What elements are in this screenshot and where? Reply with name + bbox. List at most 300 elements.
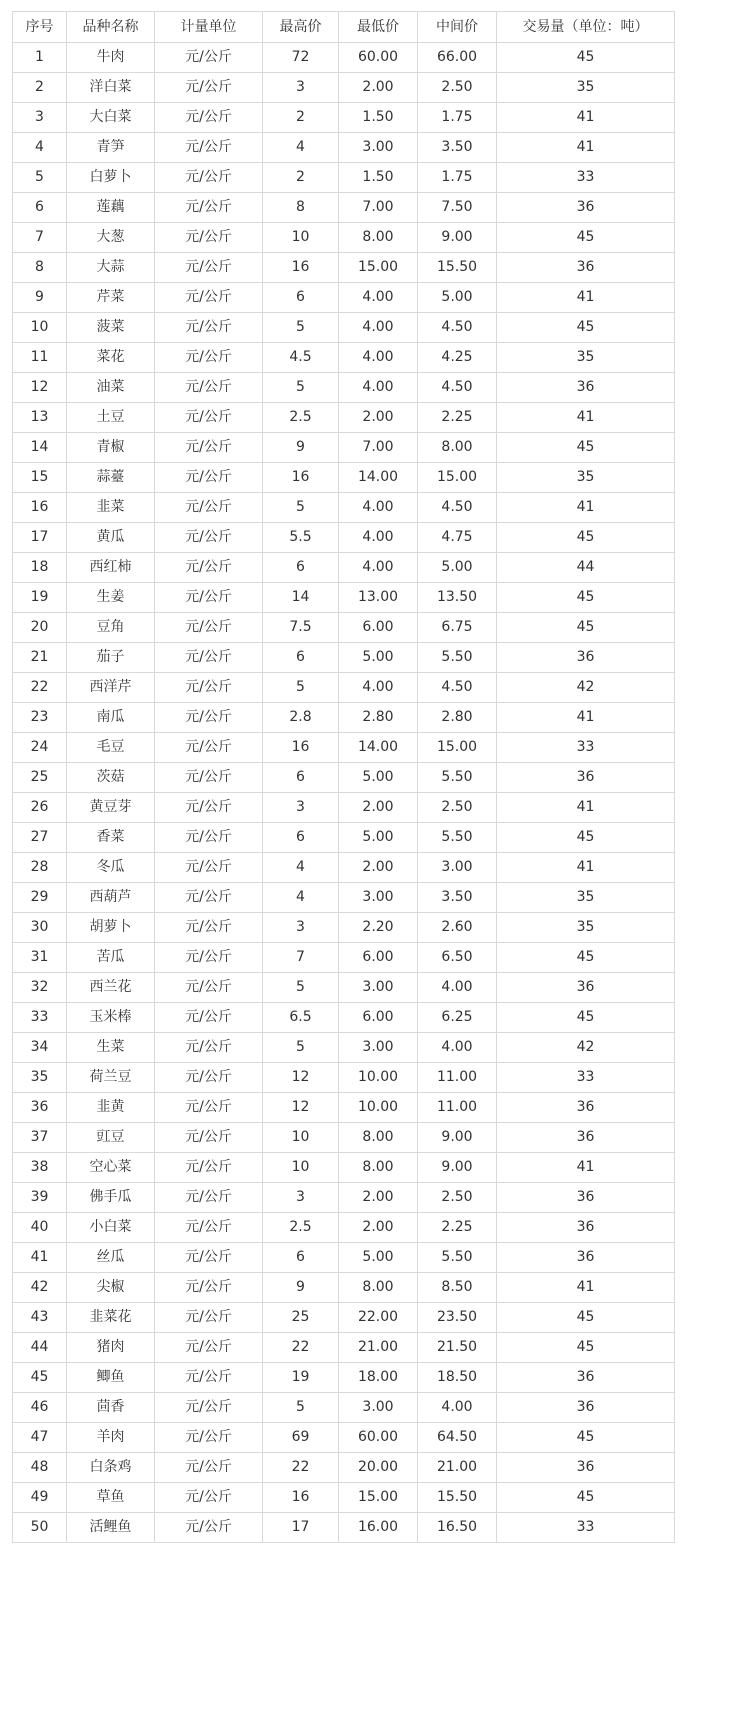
cell-variety-name: 油菜 <box>67 373 155 403</box>
cell-variety-name: 豆角 <box>67 613 155 643</box>
cell-max-price: 10 <box>263 1153 339 1183</box>
cell-mid-price: 64.50 <box>418 1423 497 1453</box>
cell-min-price: 5.00 <box>339 823 418 853</box>
cell-variety-name: 牛肉 <box>67 43 155 73</box>
table-row <box>13 643 675 673</box>
cell-index: 4 <box>13 133 67 163</box>
cell-min-price: 6.00 <box>339 1003 418 1033</box>
cell-max-price: 17 <box>263 1513 339 1543</box>
cell-mid-price: 15.50 <box>418 1483 497 1513</box>
cell-index: 39 <box>13 1183 67 1213</box>
cell-max-price: 12 <box>263 1093 339 1123</box>
cell-variety-name: 活鲤鱼 <box>67 1513 155 1543</box>
cell-volume: 36 <box>497 1213 675 1243</box>
cell-mid-price: 15.50 <box>418 253 497 283</box>
cell-mid-price: 5.50 <box>418 1243 497 1273</box>
cell-variety-name: 大葱 <box>67 223 155 253</box>
cell-index: 47 <box>13 1423 67 1453</box>
cell-max-price: 2.5 <box>263 403 339 433</box>
cell-mid-price: 6.50 <box>418 943 497 973</box>
cell-variety-name: 土豆 <box>67 403 155 433</box>
cell-min-price: 4.00 <box>339 283 418 313</box>
cell-volume: 36 <box>497 193 675 223</box>
cell-variety-name: 青椒 <box>67 433 155 463</box>
cell-unit: 元/公斤 <box>155 1063 263 1093</box>
header-volume: 交易量（单位：吨） <box>497 12 675 43</box>
table-row <box>13 1123 675 1153</box>
cell-max-price: 5 <box>263 1393 339 1423</box>
cell-unit: 元/公斤 <box>155 463 263 493</box>
cell-mid-price: 9.00 <box>418 223 497 253</box>
table-row <box>13 1243 675 1273</box>
cell-min-price: 8.00 <box>339 1123 418 1153</box>
cell-volume: 41 <box>497 103 675 133</box>
cell-max-price: 2 <box>263 163 339 193</box>
cell-volume: 45 <box>497 1303 675 1333</box>
table-row <box>13 1093 675 1123</box>
cell-mid-price: 4.00 <box>418 1033 497 1063</box>
cell-max-price: 22 <box>263 1453 339 1483</box>
cell-unit: 元/公斤 <box>155 103 263 133</box>
cell-volume: 33 <box>497 1063 675 1093</box>
cell-volume: 45 <box>497 1423 675 1453</box>
cell-max-price: 5 <box>263 493 339 523</box>
cell-variety-name: 豇豆 <box>67 1123 155 1153</box>
cell-max-price: 6 <box>263 283 339 313</box>
cell-unit: 元/公斤 <box>155 1003 263 1033</box>
cell-max-price: 5 <box>263 1033 339 1063</box>
cell-variety-name: 韭菜 <box>67 493 155 523</box>
table-row <box>13 1303 675 1333</box>
cell-index: 45 <box>13 1363 67 1393</box>
cell-unit: 元/公斤 <box>155 1213 263 1243</box>
cell-variety-name: 莲藕 <box>67 193 155 223</box>
cell-max-price: 9 <box>263 433 339 463</box>
cell-index: 41 <box>13 1243 67 1273</box>
cell-mid-price: 5.50 <box>418 763 497 793</box>
cell-mid-price: 9.00 <box>418 1123 497 1153</box>
table-row <box>13 1003 675 1033</box>
cell-unit: 元/公斤 <box>155 163 263 193</box>
cell-mid-price: 6.75 <box>418 613 497 643</box>
cell-variety-name: 茴香 <box>67 1393 155 1423</box>
cell-volume: 45 <box>497 433 675 463</box>
cell-max-price: 5 <box>263 313 339 343</box>
cell-index: 21 <box>13 643 67 673</box>
cell-mid-price: 3.00 <box>418 853 497 883</box>
cell-index: 22 <box>13 673 67 703</box>
cell-volume: 36 <box>497 763 675 793</box>
table-row <box>13 43 675 73</box>
cell-volume: 41 <box>497 283 675 313</box>
cell-max-price: 4 <box>263 883 339 913</box>
cell-mid-price: 3.50 <box>418 883 497 913</box>
cell-volume: 36 <box>497 253 675 283</box>
cell-min-price: 4.00 <box>339 373 418 403</box>
cell-index: 38 <box>13 1153 67 1183</box>
cell-unit: 元/公斤 <box>155 493 263 523</box>
cell-unit: 元/公斤 <box>155 1483 263 1513</box>
cell-min-price: 18.00 <box>339 1363 418 1393</box>
cell-unit: 元/公斤 <box>155 673 263 703</box>
cell-variety-name: 尖椒 <box>67 1273 155 1303</box>
cell-variety-name: 西红柿 <box>67 553 155 583</box>
cell-mid-price: 4.75 <box>418 523 497 553</box>
cell-unit: 元/公斤 <box>155 283 263 313</box>
cell-max-price: 6 <box>263 1243 339 1273</box>
cell-mid-price: 5.50 <box>418 823 497 853</box>
cell-max-price: 8 <box>263 193 339 223</box>
table-row <box>13 1483 675 1513</box>
cell-variety-name: 白萝卜 <box>67 163 155 193</box>
cell-index: 50 <box>13 1513 67 1543</box>
cell-mid-price: 15.00 <box>418 733 497 763</box>
cell-volume: 35 <box>497 883 675 913</box>
table-row <box>13 1513 675 1543</box>
cell-index: 13 <box>13 403 67 433</box>
cell-mid-price: 2.25 <box>418 1213 497 1243</box>
cell-index: 16 <box>13 493 67 523</box>
cell-unit: 元/公斤 <box>155 973 263 1003</box>
cell-volume: 35 <box>497 463 675 493</box>
cell-volume: 45 <box>497 223 675 253</box>
cell-index: 14 <box>13 433 67 463</box>
cell-min-price: 8.00 <box>339 223 418 253</box>
cell-mid-price: 15.00 <box>418 463 497 493</box>
table-row <box>13 343 675 373</box>
table-row <box>13 163 675 193</box>
cell-index: 15 <box>13 463 67 493</box>
cell-unit: 元/公斤 <box>155 883 263 913</box>
cell-index: 33 <box>13 1003 67 1033</box>
cell-min-price: 4.00 <box>339 673 418 703</box>
table-row <box>13 763 675 793</box>
cell-variety-name: 菜花 <box>67 343 155 373</box>
cell-min-price: 2.00 <box>339 403 418 433</box>
cell-mid-price: 3.50 <box>418 133 497 163</box>
table-row <box>13 283 675 313</box>
cell-min-price: 60.00 <box>339 1423 418 1453</box>
cell-variety-name: 鲫鱼 <box>67 1363 155 1393</box>
table-row <box>13 883 675 913</box>
cell-unit: 元/公斤 <box>155 823 263 853</box>
cell-min-price: 3.00 <box>339 1033 418 1063</box>
cell-unit: 元/公斤 <box>155 133 263 163</box>
cell-variety-name: 香菜 <box>67 823 155 853</box>
cell-unit: 元/公斤 <box>155 73 263 103</box>
cell-index: 8 <box>13 253 67 283</box>
cell-max-price: 2.8 <box>263 703 339 733</box>
header-index: 序号 <box>13 12 67 43</box>
cell-mid-price: 11.00 <box>418 1093 497 1123</box>
cell-variety-name: 茄子 <box>67 643 155 673</box>
cell-volume: 45 <box>497 943 675 973</box>
cell-mid-price: 21.50 <box>418 1333 497 1363</box>
cell-min-price: 4.00 <box>339 313 418 343</box>
cell-volume: 36 <box>497 973 675 1003</box>
cell-mid-price: 9.00 <box>418 1153 497 1183</box>
cell-mid-price: 5.00 <box>418 283 497 313</box>
cell-mid-price: 23.50 <box>418 1303 497 1333</box>
cell-variety-name: 黄豆芽 <box>67 793 155 823</box>
cell-max-price: 16 <box>263 733 339 763</box>
cell-mid-price: 4.50 <box>418 673 497 703</box>
cell-min-price: 13.00 <box>339 583 418 613</box>
cell-variety-name: 生姜 <box>67 583 155 613</box>
cell-unit: 元/公斤 <box>155 1093 263 1123</box>
header-unit: 计量单位 <box>155 12 263 43</box>
cell-variety-name: 韭黄 <box>67 1093 155 1123</box>
cell-unit: 元/公斤 <box>155 373 263 403</box>
cell-index: 19 <box>13 583 67 613</box>
cell-max-price: 7 <box>263 943 339 973</box>
cell-variety-name: 冬瓜 <box>67 853 155 883</box>
cell-volume: 45 <box>497 1483 675 1513</box>
header-max-price: 最高价 <box>263 12 339 43</box>
cell-mid-price: 5.50 <box>418 643 497 673</box>
cell-mid-price: 21.00 <box>418 1453 497 1483</box>
cell-max-price: 3 <box>263 793 339 823</box>
cell-min-price: 22.00 <box>339 1303 418 1333</box>
cell-unit: 元/公斤 <box>155 553 263 583</box>
cell-max-price: 3 <box>263 913 339 943</box>
cell-volume: 36 <box>497 373 675 403</box>
cell-index: 48 <box>13 1453 67 1483</box>
cell-unit: 元/公斤 <box>155 763 263 793</box>
cell-volume: 41 <box>497 793 675 823</box>
cell-variety-name: 猪肉 <box>67 1333 155 1363</box>
cell-max-price: 6 <box>263 823 339 853</box>
cell-min-price: 5.00 <box>339 763 418 793</box>
cell-index: 42 <box>13 1273 67 1303</box>
cell-volume: 35 <box>497 73 675 103</box>
cell-min-price: 5.00 <box>339 1243 418 1273</box>
cell-index: 7 <box>13 223 67 253</box>
table-row <box>13 103 675 133</box>
cell-unit: 元/公斤 <box>155 523 263 553</box>
cell-volume: 45 <box>497 43 675 73</box>
cell-variety-name: 黄瓜 <box>67 523 155 553</box>
cell-volume: 42 <box>497 1033 675 1063</box>
cell-volume: 45 <box>497 313 675 343</box>
cell-unit: 元/公斤 <box>155 1303 263 1333</box>
cell-variety-name: 玉米棒 <box>67 1003 155 1033</box>
table-row <box>13 463 675 493</box>
table-row <box>13 673 675 703</box>
cell-max-price: 4 <box>263 853 339 883</box>
cell-mid-price: 18.50 <box>418 1363 497 1393</box>
cell-max-price: 5 <box>263 373 339 403</box>
cell-mid-price: 4.50 <box>418 373 497 403</box>
cell-unit: 元/公斤 <box>155 703 263 733</box>
cell-index: 46 <box>13 1393 67 1423</box>
cell-min-price: 3.00 <box>339 1393 418 1423</box>
cell-volume: 44 <box>497 553 675 583</box>
cell-mid-price: 66.00 <box>418 43 497 73</box>
cell-unit: 元/公斤 <box>155 1183 263 1213</box>
cell-index: 40 <box>13 1213 67 1243</box>
cell-index: 32 <box>13 973 67 1003</box>
cell-min-price: 8.00 <box>339 1273 418 1303</box>
cell-min-price: 15.00 <box>339 1483 418 1513</box>
cell-max-price: 14 <box>263 583 339 613</box>
cell-volume: 45 <box>497 1333 675 1363</box>
cell-mid-price: 8.00 <box>418 433 497 463</box>
cell-variety-name: 南瓜 <box>67 703 155 733</box>
cell-variety-name: 蒜薹 <box>67 463 155 493</box>
cell-min-price: 3.00 <box>339 133 418 163</box>
cell-volume: 45 <box>497 523 675 553</box>
cell-min-price: 2.80 <box>339 703 418 733</box>
cell-variety-name: 西兰花 <box>67 973 155 1003</box>
cell-max-price: 69 <box>263 1423 339 1453</box>
table-row <box>13 613 675 643</box>
cell-unit: 元/公斤 <box>155 793 263 823</box>
cell-variety-name: 白条鸡 <box>67 1453 155 1483</box>
cell-index: 26 <box>13 793 67 823</box>
cell-unit: 元/公斤 <box>155 403 263 433</box>
cell-unit: 元/公斤 <box>155 433 263 463</box>
cell-variety-name: 丝瓜 <box>67 1243 155 1273</box>
cell-variety-name: 韭菜花 <box>67 1303 155 1333</box>
cell-mid-price: 4.00 <box>418 1393 497 1423</box>
cell-min-price: 6.00 <box>339 943 418 973</box>
table-row <box>13 1363 675 1393</box>
cell-index: 37 <box>13 1123 67 1153</box>
cell-unit: 元/公斤 <box>155 583 263 613</box>
cell-max-price: 25 <box>263 1303 339 1333</box>
cell-variety-name: 菠菜 <box>67 313 155 343</box>
table-row <box>13 1273 675 1303</box>
cell-unit: 元/公斤 <box>155 343 263 373</box>
header-row <box>13 12 675 43</box>
cell-min-price: 4.00 <box>339 493 418 523</box>
cell-volume: 36 <box>497 1363 675 1393</box>
cell-mid-price: 4.50 <box>418 493 497 523</box>
table-row <box>13 133 675 163</box>
cell-max-price: 6 <box>263 553 339 583</box>
cell-index: 20 <box>13 613 67 643</box>
cell-max-price: 7.5 <box>263 613 339 643</box>
table-row <box>13 523 675 553</box>
cell-unit: 元/公斤 <box>155 1513 263 1543</box>
cell-min-price: 1.50 <box>339 103 418 133</box>
cell-max-price: 16 <box>263 253 339 283</box>
cell-index: 24 <box>13 733 67 763</box>
cell-variety-name: 草鱼 <box>67 1483 155 1513</box>
cell-variety-name: 苦瓜 <box>67 943 155 973</box>
cell-index: 25 <box>13 763 67 793</box>
table-row <box>13 1213 675 1243</box>
cell-variety-name: 胡萝卜 <box>67 913 155 943</box>
cell-volume: 33 <box>497 163 675 193</box>
cell-variety-name: 大白菜 <box>67 103 155 133</box>
cell-volume: 36 <box>497 643 675 673</box>
cell-variety-name: 青笋 <box>67 133 155 163</box>
cell-unit: 元/公斤 <box>155 1333 263 1363</box>
cell-volume: 41 <box>497 1153 675 1183</box>
cell-volume: 36 <box>497 1243 675 1273</box>
table-row <box>13 373 675 403</box>
cell-mid-price: 4.00 <box>418 973 497 1003</box>
cell-min-price: 2.00 <box>339 73 418 103</box>
cell-index: 11 <box>13 343 67 373</box>
table-row <box>13 1033 675 1063</box>
cell-unit: 元/公斤 <box>155 313 263 343</box>
cell-min-price: 4.00 <box>339 523 418 553</box>
table-row <box>13 553 675 583</box>
cell-mid-price: 8.50 <box>418 1273 497 1303</box>
cell-index: 44 <box>13 1333 67 1363</box>
table-row <box>13 823 675 853</box>
table-row <box>13 853 675 883</box>
cell-min-price: 8.00 <box>339 1153 418 1183</box>
cell-mid-price: 4.25 <box>418 343 497 373</box>
cell-index: 10 <box>13 313 67 343</box>
cell-unit: 元/公斤 <box>155 1453 263 1483</box>
cell-volume: 36 <box>497 1393 675 1423</box>
cell-unit: 元/公斤 <box>155 1423 263 1453</box>
cell-max-price: 2.5 <box>263 1213 339 1243</box>
cell-index: 1 <box>13 43 67 73</box>
cell-unit: 元/公斤 <box>155 193 263 223</box>
cell-mid-price: 11.00 <box>418 1063 497 1093</box>
table-row <box>13 1393 675 1423</box>
table-row <box>13 1453 675 1483</box>
cell-mid-price: 4.50 <box>418 313 497 343</box>
cell-volume: 45 <box>497 583 675 613</box>
cell-unit: 元/公斤 <box>155 913 263 943</box>
cell-volume: 35 <box>497 343 675 373</box>
cell-max-price: 16 <box>263 463 339 493</box>
table-row <box>13 73 675 103</box>
table-row <box>13 1333 675 1363</box>
cell-max-price: 5 <box>263 973 339 1003</box>
cell-max-price: 9 <box>263 1273 339 1303</box>
cell-variety-name: 荷兰豆 <box>67 1063 155 1093</box>
cell-index: 36 <box>13 1093 67 1123</box>
header-variety-name: 品种名称 <box>67 12 155 43</box>
cell-min-price: 7.00 <box>339 193 418 223</box>
cell-variety-name: 毛豆 <box>67 733 155 763</box>
cell-volume: 36 <box>497 1183 675 1213</box>
cell-index: 2 <box>13 73 67 103</box>
cell-volume: 36 <box>497 1453 675 1483</box>
cell-max-price: 10 <box>263 223 339 253</box>
cell-min-price: 4.00 <box>339 343 418 373</box>
cell-unit: 元/公斤 <box>155 1363 263 1393</box>
cell-min-price: 1.50 <box>339 163 418 193</box>
cell-unit: 元/公斤 <box>155 1123 263 1153</box>
cell-volume: 33 <box>497 733 675 763</box>
cell-variety-name: 生菜 <box>67 1033 155 1063</box>
cell-min-price: 10.00 <box>339 1093 418 1123</box>
cell-mid-price: 2.25 <box>418 403 497 433</box>
cell-variety-name: 芹菜 <box>67 283 155 313</box>
cell-min-price: 2.20 <box>339 913 418 943</box>
table-row <box>13 583 675 613</box>
cell-mid-price: 13.50 <box>418 583 497 613</box>
price-table <box>12 11 675 1543</box>
cell-min-price: 3.00 <box>339 973 418 1003</box>
cell-min-price: 6.00 <box>339 613 418 643</box>
cell-max-price: 4.5 <box>263 343 339 373</box>
cell-mid-price: 2.50 <box>418 73 497 103</box>
cell-index: 23 <box>13 703 67 733</box>
cell-unit: 元/公斤 <box>155 943 263 973</box>
cell-min-price: 2.00 <box>339 1183 418 1213</box>
table-row <box>13 943 675 973</box>
